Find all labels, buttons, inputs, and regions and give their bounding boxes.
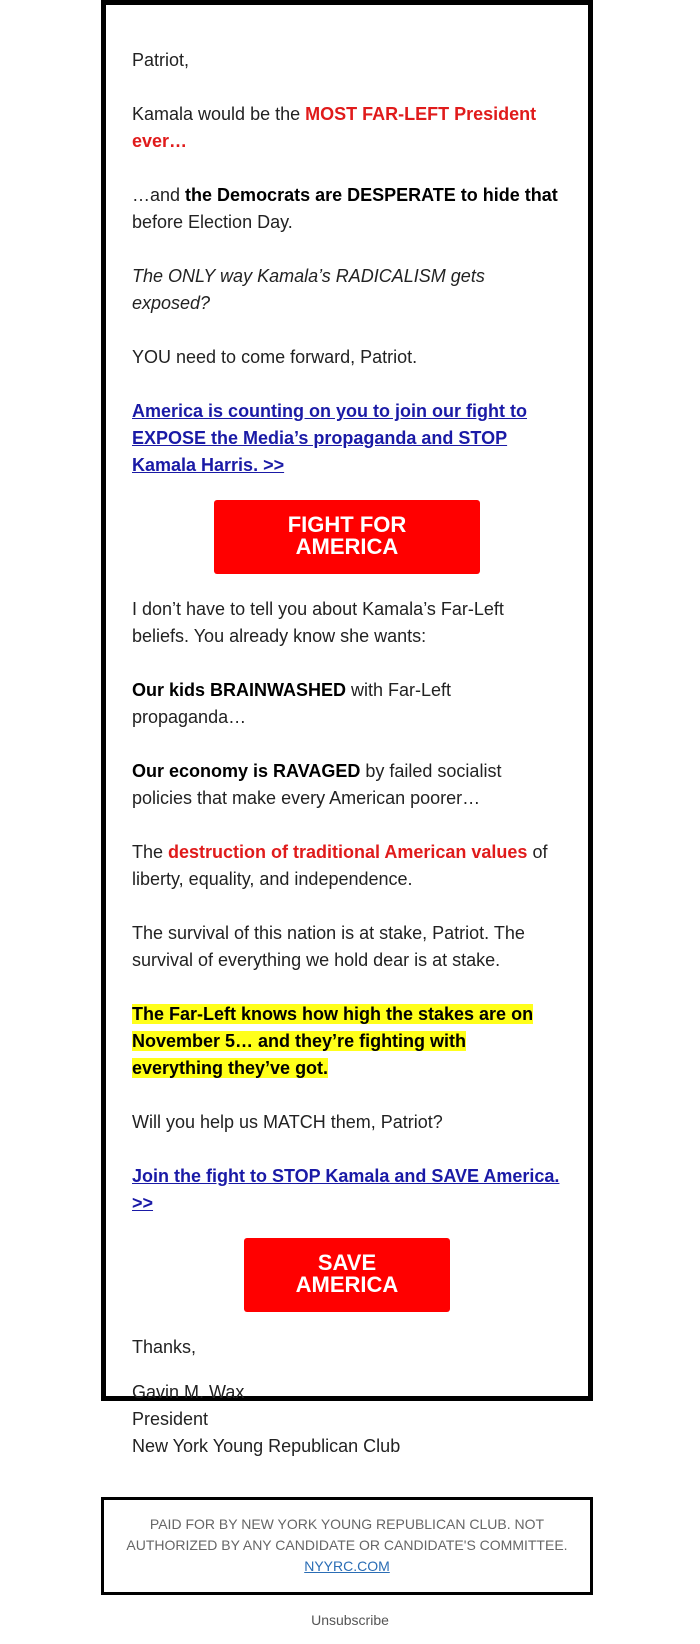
save-button-wrapper	[132, 1238, 562, 1312]
bold-emphasis: the Democrats are DESPERATE to hide that	[185, 185, 558, 205]
footer-disclaimer-box	[101, 1497, 593, 1595]
bold-emphasis: Our economy is RAVAGED	[132, 761, 361, 781]
bold-emphasis: Our kids BRAINWASHED	[132, 680, 347, 700]
paragraph-economy-ravaged	[132, 758, 562, 812]
signature-title: President	[132, 1409, 209, 1429]
nyyrc-site-link[interactable]: NYYRC.COM	[304, 1558, 390, 1574]
signature-org: New York Young Republican Club	[132, 1436, 401, 1456]
sign-off: Thanks,	[132, 1337, 197, 1357]
paragraph-highlighted-stakes	[132, 1001, 562, 1082]
paragraph-survival: The survival of this nation is at stake, Patriot. The survival of everything we hold dear is at stake.	[132, 923, 525, 970]
fight-for-america-button[interactable]: FIGHT FOR AMERICA	[214, 500, 480, 574]
paragraph-text: The	[132, 842, 169, 862]
paragraph-kids-brainwashed	[132, 677, 562, 731]
paragraph-text: with Far-Left propaganda…	[132, 680, 452, 727]
paragraph-radicalism-question: The ONLY way Kamala’s RADICALISM gets exposed?	[132, 266, 485, 313]
expose-media-link[interactable]: America is counting on you to join our fight to EXPOSE the Media’s propaganda and STOP Kamala Harris. >>	[132, 401, 527, 475]
red-emphasis: destruction of traditional American values	[168, 842, 528, 862]
paragraph-far-left-beliefs: I don’t have to tell you about Kamala’s Far-Left beliefs. You already know she wants:	[132, 599, 504, 646]
red-emphasis: MOST FAR-LEFT President ever…	[132, 104, 537, 151]
paragraph-link-expose	[132, 398, 562, 479]
paragraph-text: …and	[132, 185, 186, 205]
paragraph-democrats-desperate	[132, 182, 562, 236]
join-fight-link[interactable]: Join the fight to STOP Kamala and SAVE America. >>	[132, 1166, 560, 1213]
paragraph-text: Kamala would be the	[132, 104, 306, 124]
paragraph-match-question: Will you help us MATCH them, Patriot?	[132, 1112, 443, 1132]
paragraph-text: before Election Day.	[132, 212, 293, 232]
paragraph-text: by failed socialist policies that make every American poorer…	[132, 761, 502, 808]
email-card	[101, 0, 593, 1456]
paragraph-traditional-values	[132, 839, 562, 893]
paragraph-far-left-president	[132, 101, 562, 155]
signature-name: Gavin M. Wax	[132, 1382, 245, 1402]
fight-button-wrapper	[132, 500, 562, 574]
paragraph-come-forward: YOU need to come forward, Patriot.	[132, 347, 418, 367]
paragraph-text: of liberty, equality, and independence.	[132, 842, 548, 889]
greeting: Patriot,	[132, 50, 190, 70]
highlighted-text: The Far-Left knows how high the stakes are on November 5… and they’re fighting with everything they’ve got.	[132, 1004, 534, 1078]
save-america-button[interactable]: SAVE AMERICA	[244, 1238, 450, 1312]
paragraph-link-join	[132, 1163, 562, 1217]
paid-for-disclaimer: PAID FOR BY NEW YORK YOUNG REPUBLICAN CLUB. NOT AUTHORIZED BY ANY CANDIDATE OR CANDIDATE'S COMMITTEE.	[126, 1516, 568, 1553]
unsubscribe-link[interactable]: Unsubscribe	[311, 1612, 389, 1628]
